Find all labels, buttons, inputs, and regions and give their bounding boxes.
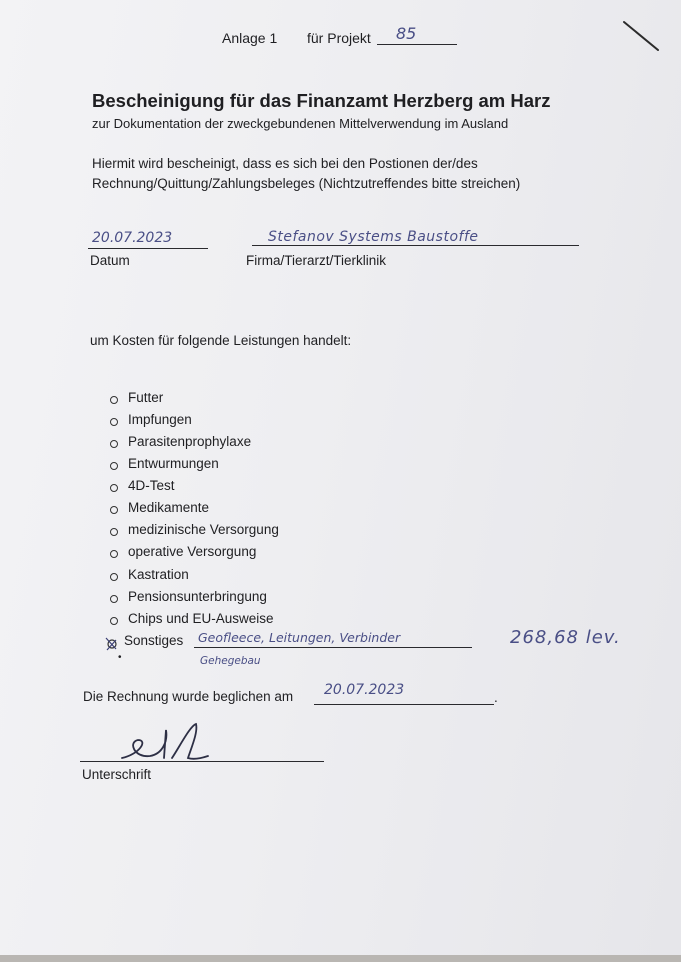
project-number[interactable]: 85 [396, 24, 417, 43]
other-line [194, 647, 472, 648]
service-label: operative Versorgung [128, 544, 257, 559]
company-value[interactable]: Stefanov Systems Baustoffe [268, 229, 479, 245]
checkbox-circle-icon[interactable] [110, 550, 118, 558]
service-label: Kastration [128, 567, 189, 582]
checkbox-circle-icon[interactable] [110, 617, 118, 625]
checkbox-circle-icon[interactable] [110, 595, 118, 603]
checkbox-circle-icon[interactable] [110, 506, 118, 514]
project-number-line [377, 44, 457, 45]
date-line [88, 248, 208, 249]
checkbox-circle-icon[interactable] [110, 528, 118, 536]
payment-period: . [494, 690, 498, 705]
service-label: Medikamente [128, 500, 210, 515]
intro-line-1: Hiermit wird bescheinigt, dass es sich bei den Postionen der/des [92, 156, 478, 171]
service-label: 4D-Test [128, 478, 175, 493]
service-label: Parasitenprophylaxe [128, 434, 252, 449]
payment-line [314, 704, 494, 705]
service-label: Pensionsunterbringung [128, 589, 267, 604]
page-subtitle: zur Dokumentation der zweckgebundenen Mittelverwendung im Ausland [92, 116, 509, 131]
other-value-line-1[interactable]: Geofleece, Leitungen, Verbinder [198, 630, 401, 645]
services-intro: um Kosten für folgende Leistungen handelt: [90, 333, 352, 348]
ink-dot: • [118, 652, 122, 663]
service-label: Chips und EU-Ausweise [128, 611, 274, 626]
payment-date[interactable]: 20.07.2023 [324, 682, 405, 698]
company-label: Firma/Tierarzt/Tierklinik [246, 253, 387, 268]
table-surface [0, 955, 681, 962]
other-label: Sonstiges [124, 633, 184, 648]
page-title: Bescheinigung für das Finanzamt Herzberg am Harz [92, 90, 551, 111]
service-label: Entwurmungen [128, 456, 219, 471]
other-amount[interactable]: 268,68 lev. [510, 627, 621, 648]
checkbox-circle-icon[interactable] [110, 462, 118, 470]
checkbox-circle-icon[interactable] [110, 484, 118, 492]
company-line [252, 245, 579, 246]
payment-label: Die Rechnung wurde beglichen am [83, 689, 294, 704]
date-label: Datum [90, 253, 130, 268]
service-label: medizinische Versorgung [128, 522, 279, 537]
checkbox-circle-icon[interactable] [110, 440, 118, 448]
signature-label: Unterschrift [82, 767, 152, 782]
checked-circle-icon[interactable] [104, 635, 120, 651]
other-value-line-2[interactable]: Gehegebau [200, 655, 261, 667]
intro-line-2: Rechnung/Quittung/Zahlungsbeleges (Nichtzutreffendes bitte streichen) [92, 176, 521, 191]
date-value[interactable]: 20.07.2023 [92, 230, 173, 246]
service-label: Impfungen [128, 412, 192, 427]
annex-label: Anlage 1 [222, 30, 278, 46]
service-label: Futter [128, 390, 164, 405]
checkbox-circle-icon[interactable] [110, 573, 118, 581]
checkbox-circle-icon[interactable] [110, 396, 118, 404]
checkbox-circle-icon[interactable] [110, 418, 118, 426]
signature-line [80, 761, 324, 762]
project-label: für Projekt [307, 30, 371, 46]
corner-pen-stroke [620, 18, 662, 54]
